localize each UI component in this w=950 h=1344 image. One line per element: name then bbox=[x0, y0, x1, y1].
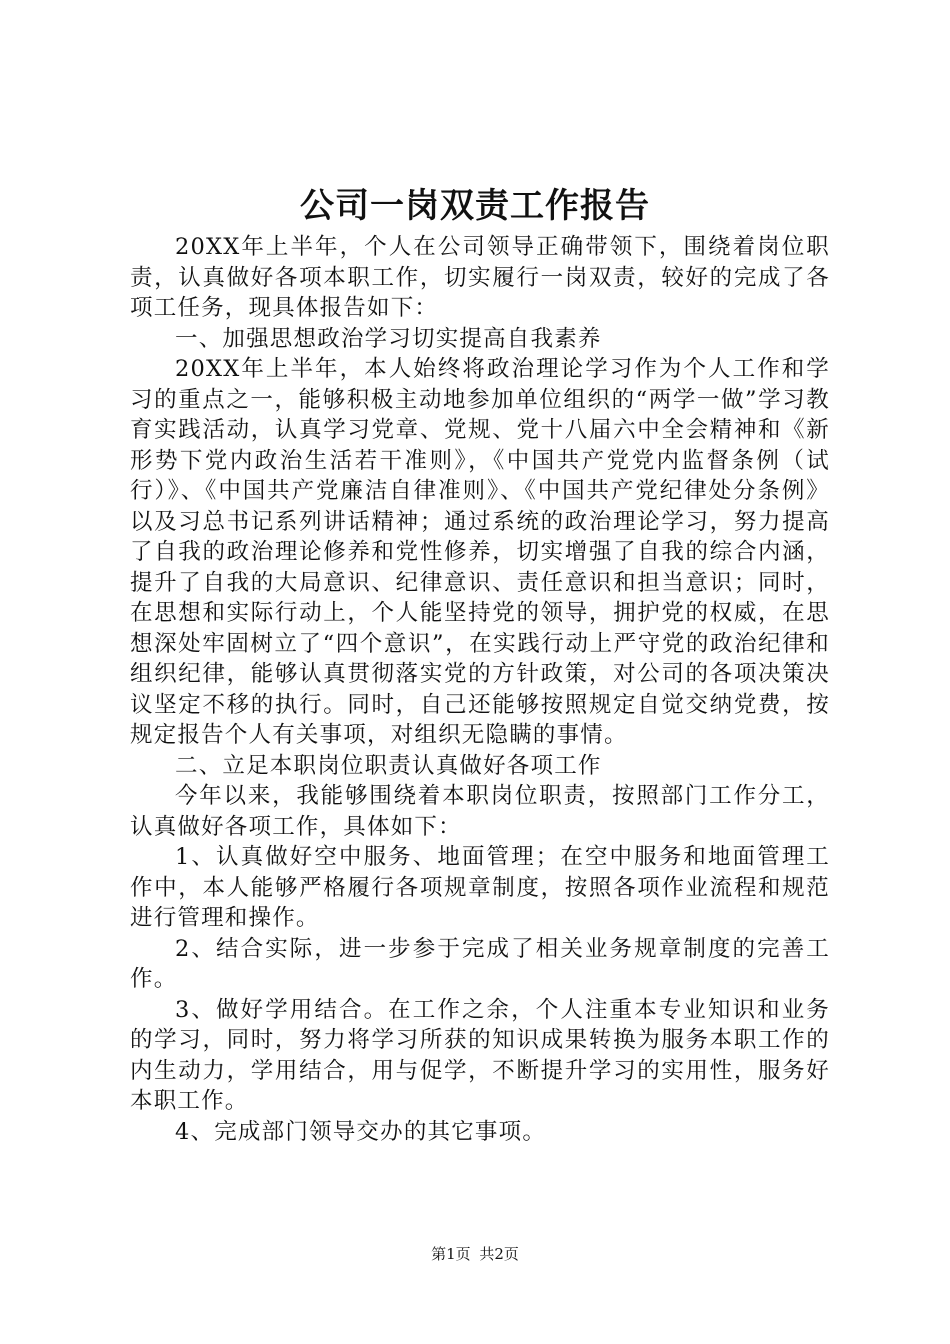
page-total: 共2页 bbox=[479, 1245, 519, 1263]
section-heading-2: 二、立足本职岗位职责认真做好各项工作 bbox=[175, 752, 602, 779]
document-body bbox=[130, 232, 830, 1147]
document-title: 公司一岗双责工作报告 bbox=[300, 186, 650, 226]
section-1-paragraph: 20XX年上半年，本人始终将政治理论学习作为个人工作和学习的重点之一，能够积极主动地参加单位组织的“两学一做”学习教育实践活动，认真学习党章、党规、党十八届六中全会精神和《新形势下党内政治生活若干准则》，《中国共产党党内监督条例（试行）》、《中国共产党廉洁自律准则》、《中国共产党纪律处分条例》以及习总书记系列讲话精神；通过系统的政治理论学习，努力提高了自我的政治理论修养和党性修养，切实增强了自我的综合内涵，提升了自我的大局意识、纪律意识、责任意识和担当意识；同时，在思想和实际行动上，个人能坚持党的领导，拥护党的权威，在思想深处牢固树立了“四个意识”，在实践行动上严守党的政治纪律和组织纪律，能够认真贯彻落实党的方针政策，对公司的各项决策决议坚定不移的执行。同时，自己还能够按照规定自觉交纳党费，按规定报告个人有关事项，对组织无隐瞒的事情。 bbox=[130, 356, 830, 748]
page-footer bbox=[0, 1244, 950, 1264]
list-item-4: 4、完成部门领导交办的其它事项。 bbox=[175, 1118, 547, 1145]
page-number: 第1页 bbox=[431, 1245, 471, 1263]
section-heading-1: 一、加强思想政治学习切实提高自我素养 bbox=[175, 325, 602, 352]
list-item-3: 3、做好学用结合。在工作之余，个人注重本专业知识和业务的学习，同时，努力将学习所获的知识成果转换为服务本职工作的内生动力，学用结合，用与促学，不断提升学习的实用性，服务好本职工作。 bbox=[130, 996, 830, 1114]
list-item-2: 2、结合实际，进一步参于完成了相关业务规章制度的完善工作。 bbox=[130, 935, 830, 992]
section-2-intro-paragraph: 今年以来，我能够围绕着本职岗位职责，按照部门工作分工，认真做好各项工作，具体如下： bbox=[130, 783, 830, 840]
intro-paragraph: 20XX年上半年，个人在公司领导正确带领下，围绕着岗位职责，认真做好各项本职工作，切实履行一岗双责，较好的完成了各项工任务，现具体报告如下： bbox=[130, 234, 830, 321]
list-item-1: 1、认真做好空中服务、地面管理；在空中服务和地面管理工作中，本人能够严格履行各项规章制度，按照各项作业流程和规范进行管理和操作。 bbox=[130, 844, 830, 931]
